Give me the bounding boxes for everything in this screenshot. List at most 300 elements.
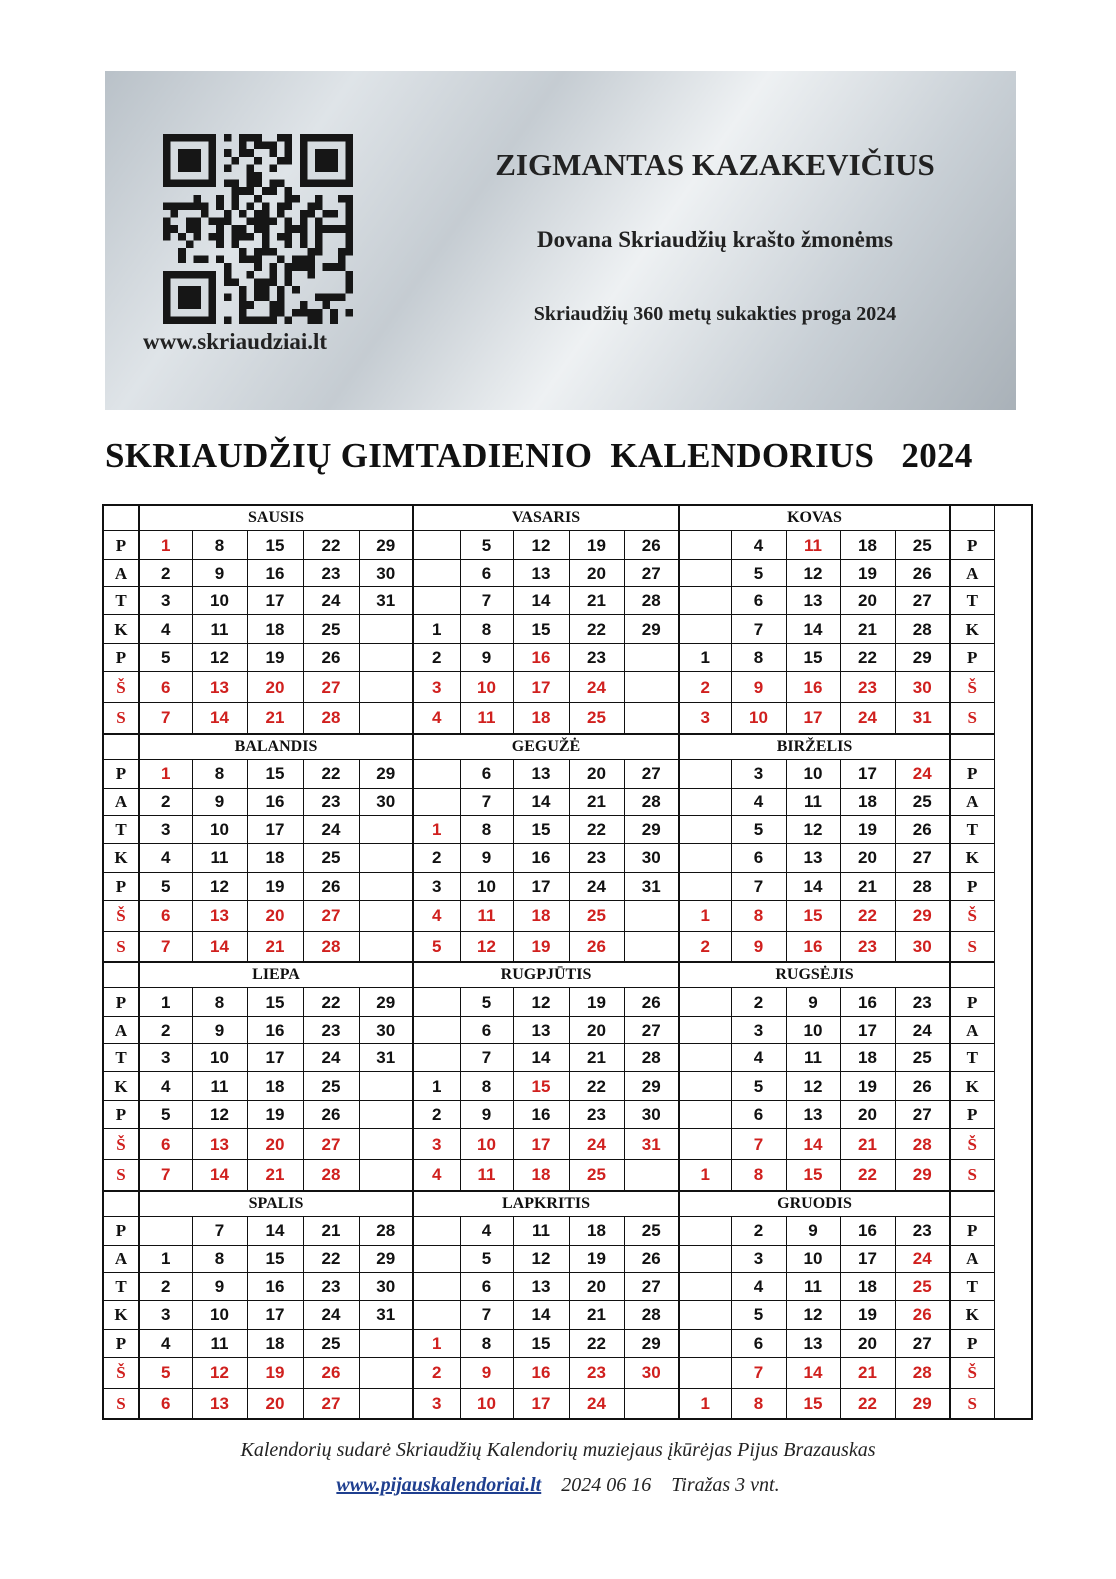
day-cell: 5 [731,1300,786,1329]
day-cell: 25 [303,843,359,872]
day-cell: 5 [460,531,513,560]
day-cell: 30 [624,843,679,872]
day-cell: 15 [247,1245,303,1272]
weekday-row [103,872,1032,900]
day-cell: 2 [679,931,731,962]
day-cell: 28 [303,931,359,962]
weekday-row [103,788,1032,815]
day-cell: 29 [895,644,950,672]
day-cell: 23 [840,672,895,703]
weekday-row [103,1044,1032,1072]
day-cell: 1 [679,644,731,672]
gift-dedication: Dovana Skriaudžių krašto žmonėms [537,227,893,252]
weekday-label: Š [103,1357,139,1388]
day-cell: 9 [192,1017,247,1044]
weekday-label-right: A [950,1017,994,1044]
day-cell: 6 [731,1101,786,1129]
day-cell [679,560,731,587]
day-cell: 23 [895,988,950,1017]
day-cell: 28 [895,1129,950,1160]
weekday-label-right: P [950,872,994,900]
weekday-row [103,644,1032,672]
day-cell [679,1245,731,1272]
weekday-label: T [103,1044,139,1072]
day-cell [359,644,413,672]
day-cell: 6 [460,759,513,788]
day-cell: 17 [786,703,840,734]
month-name: RUGSĖJIS [679,962,950,988]
day-cell: 15 [513,1072,569,1101]
weekday-label-right: P [950,1329,994,1357]
day-cell: 3 [413,1388,460,1419]
month-name: LAPKRITIS [413,1191,679,1217]
day-cell [624,672,679,703]
day-cell [359,872,413,900]
weekday-row [103,672,1032,703]
day-cell: 12 [513,531,569,560]
day-cell: 5 [460,988,513,1017]
day-cell: 1 [679,1388,731,1419]
day-cell: 8 [460,815,513,843]
day-cell: 25 [303,1329,359,1357]
day-cell [413,587,460,615]
day-cell: 23 [840,931,895,962]
day-cell: 11 [786,531,840,560]
day-cell: 8 [192,759,247,788]
weekday-label: T [103,587,139,615]
day-cell: 24 [303,815,359,843]
weekday-row [103,1272,1032,1300]
day-cell [679,587,731,615]
day-cell: 16 [247,560,303,587]
day-cell: 19 [840,1072,895,1101]
day-cell: 12 [786,1072,840,1101]
day-cell [679,815,731,843]
day-cell: 16 [247,788,303,815]
day-cell: 24 [303,1044,359,1072]
day-cell: 11 [460,703,513,734]
day-cell: 15 [247,759,303,788]
day-cell: 22 [840,644,895,672]
day-cell: 20 [569,759,624,788]
day-cell [359,1160,413,1191]
day-cell: 5 [139,1357,192,1388]
calendar-grid [102,504,1033,1420]
day-cell: 17 [840,759,895,788]
weekday-label: T [103,815,139,843]
day-cell: 15 [786,900,840,931]
day-cell: 25 [569,703,624,734]
day-cell: 6 [139,900,192,931]
day-cell: 20 [247,1388,303,1419]
day-cell: 3 [413,672,460,703]
day-cell: 29 [895,900,950,931]
weekday-row [103,759,1032,788]
day-cell: 13 [786,843,840,872]
weekday-label-right: P [950,988,994,1017]
day-cell: 31 [624,872,679,900]
weekday-row [103,815,1032,843]
day-cell [359,1357,413,1388]
weekday-row [103,1160,1032,1191]
weekday-label-right: S [950,1160,994,1191]
day-cell: 11 [513,1216,569,1245]
weekday-row [103,1245,1032,1272]
day-cell: 1 [139,759,192,788]
day-cell: 22 [569,1072,624,1101]
day-cell: 29 [359,1245,413,1272]
day-cell: 9 [192,1272,247,1300]
day-cell: 15 [513,1329,569,1357]
weekday-label: S [103,1160,139,1191]
footer-website-link[interactable]: www.pijauskalendoriai.lt [336,1474,542,1496]
weekday-label: P [103,759,139,788]
day-cell: 27 [303,672,359,703]
day-cell: 11 [192,1072,247,1101]
day-cell: 25 [569,1160,624,1191]
day-cell: 4 [139,1329,192,1357]
day-cell: 30 [895,672,950,703]
day-cell: 29 [624,1329,679,1357]
day-cell: 14 [247,1216,303,1245]
month-name: VASARIS [413,505,679,531]
day-cell: 21 [840,1357,895,1388]
day-cell: 25 [895,788,950,815]
day-cell: 4 [731,1272,786,1300]
day-cell: 26 [624,1245,679,1272]
weekday-row [103,1216,1032,1245]
day-cell: 24 [303,1300,359,1329]
weekday-label-right: S [950,1388,994,1419]
day-cell: 21 [569,1044,624,1072]
day-cell: 16 [247,1272,303,1300]
day-cell: 10 [786,1017,840,1044]
header-plate [105,71,1016,410]
day-cell: 18 [840,1044,895,1072]
weekday-row [103,900,1032,931]
day-cell [679,1357,731,1388]
weekday-label: Š [103,1129,139,1160]
day-cell: 19 [840,560,895,587]
day-cell [359,703,413,734]
day-cell: 11 [786,1044,840,1072]
day-cell: 24 [303,587,359,615]
weekday-label: K [103,1300,139,1329]
day-cell: 19 [247,1101,303,1129]
day-cell: 17 [513,672,569,703]
day-cell: 17 [247,1300,303,1329]
day-cell: 9 [460,644,513,672]
day-cell: 18 [513,1160,569,1191]
day-cell: 15 [513,815,569,843]
day-cell: 19 [569,531,624,560]
day-cell: 1 [679,1160,731,1191]
weekday-row [103,1017,1032,1044]
day-cell: 17 [247,815,303,843]
day-cell: 6 [731,587,786,615]
day-cell: 8 [192,1245,247,1272]
weekday-label-right: K [950,615,994,644]
day-cell: 12 [192,1357,247,1388]
day-cell: 27 [303,1129,359,1160]
day-cell: 5 [139,1101,192,1129]
weekday-label-right: K [950,843,994,872]
day-cell: 26 [303,872,359,900]
day-cell [413,1216,460,1245]
day-cell: 4 [139,1072,192,1101]
day-cell: 21 [840,1129,895,1160]
day-cell: 16 [840,988,895,1017]
day-cell: 14 [786,615,840,644]
day-cell: 27 [624,759,679,788]
day-cell: 12 [192,872,247,900]
day-cell: 20 [569,1272,624,1300]
day-cell [679,1072,731,1101]
weekday-row [103,1357,1032,1388]
day-cell: 8 [460,615,513,644]
day-cell: 22 [569,815,624,843]
day-cell: 5 [460,1245,513,1272]
day-cell: 10 [192,815,247,843]
day-cell: 5 [731,815,786,843]
day-cell: 5 [139,872,192,900]
day-cell: 29 [624,815,679,843]
month-name: SAUSIS [139,505,413,531]
day-cell: 13 [513,1017,569,1044]
day-cell: 28 [624,788,679,815]
weekday-row [103,1101,1032,1129]
day-cell: 24 [895,759,950,788]
day-cell: 8 [192,531,247,560]
day-cell: 7 [731,1129,786,1160]
day-cell: 3 [731,759,786,788]
day-cell: 20 [247,900,303,931]
day-cell: 17 [840,1017,895,1044]
day-cell: 31 [359,587,413,615]
day-cell: 5 [731,560,786,587]
day-cell [679,1017,731,1044]
day-cell: 18 [840,1272,895,1300]
day-cell: 23 [303,788,359,815]
footer-date: 2024 06 16 [561,1474,652,1496]
footer-info [0,1474,1116,1497]
day-cell: 21 [569,587,624,615]
day-cell: 8 [731,900,786,931]
weekday-label-right: K [950,1300,994,1329]
day-cell: 15 [786,644,840,672]
day-cell: 21 [247,703,303,734]
day-cell: 29 [359,759,413,788]
day-cell: 1 [139,531,192,560]
day-cell: 7 [460,1044,513,1072]
day-cell: 4 [413,900,460,931]
day-cell: 23 [569,1101,624,1129]
day-cell: 24 [569,1129,624,1160]
month-name: GEGUŽĖ [413,734,679,760]
day-cell: 24 [895,1017,950,1044]
day-cell: 26 [303,1101,359,1129]
weekday-row [103,531,1032,560]
day-cell: 14 [513,788,569,815]
day-cell: 17 [840,1245,895,1272]
day-cell: 25 [895,531,950,560]
day-cell: 23 [303,560,359,587]
day-cell: 15 [247,531,303,560]
day-cell: 10 [460,872,513,900]
author-name: ZIGMANTAS KAZAKEVIČIUS [495,147,935,182]
day-cell: 10 [192,587,247,615]
weekday-label-right: P [950,1216,994,1245]
day-cell: 3 [139,815,192,843]
day-cell [359,900,413,931]
day-cell: 1 [413,1329,460,1357]
weekday-row [103,703,1032,734]
day-cell: 16 [247,1017,303,1044]
site-url: www.skriaudziai.lt [143,329,328,354]
weekday-row [103,1329,1032,1357]
day-cell: 11 [192,843,247,872]
day-cell [413,531,460,560]
day-cell: 3 [731,1245,786,1272]
day-cell: 3 [413,872,460,900]
day-cell: 7 [139,931,192,962]
day-cell: 9 [731,672,786,703]
weekday-row [103,615,1032,644]
day-cell: 9 [192,560,247,587]
day-cell: 2 [413,1101,460,1129]
day-cell: 13 [513,1272,569,1300]
day-cell: 29 [624,1072,679,1101]
day-cell: 5 [731,1072,786,1101]
month-name: RUGPJŪTIS [413,962,679,988]
day-cell: 17 [513,872,569,900]
day-cell: 18 [513,900,569,931]
day-cell: 31 [624,1129,679,1160]
day-cell: 2 [139,1017,192,1044]
day-cell [413,1017,460,1044]
day-cell: 9 [786,988,840,1017]
day-cell [624,1388,679,1419]
day-cell: 7 [731,872,786,900]
day-cell: 14 [192,931,247,962]
day-cell: 31 [359,1300,413,1329]
weekday-label: P [103,644,139,672]
day-cell [679,1272,731,1300]
weekday-row [103,843,1032,872]
day-cell [139,1216,192,1245]
weekday-label: T [103,1272,139,1300]
weekday-label: A [103,1017,139,1044]
weekday-row [103,931,1032,962]
day-cell: 30 [359,788,413,815]
day-cell: 12 [513,988,569,1017]
day-cell: 13 [192,1388,247,1419]
month-header-row [103,734,1032,760]
day-cell: 19 [247,644,303,672]
day-cell: 28 [895,615,950,644]
day-cell: 20 [247,672,303,703]
weekday-label-right: T [950,815,994,843]
day-cell: 2 [413,1357,460,1388]
day-cell: 2 [731,988,786,1017]
day-cell: 14 [513,1044,569,1072]
day-cell: 16 [786,931,840,962]
day-cell: 1 [679,900,731,931]
weekday-label-right: S [950,703,994,734]
day-cell: 30 [624,1357,679,1388]
day-cell: 26 [895,1300,950,1329]
weekday-label-right: S [950,931,994,962]
day-cell: 10 [786,1245,840,1272]
day-cell: 10 [460,672,513,703]
weekday-label-right: P [950,1101,994,1129]
day-cell: 27 [895,587,950,615]
weekday-row [103,988,1032,1017]
day-cell: 11 [460,1160,513,1191]
day-cell: 16 [513,1101,569,1129]
weekday-label-right: P [950,759,994,788]
day-cell [624,703,679,734]
footer-print-run: Tiražas 3 vnt. [671,1474,780,1496]
day-cell: 9 [460,1101,513,1129]
day-cell [624,931,679,962]
day-cell: 18 [840,531,895,560]
day-cell: 19 [840,1300,895,1329]
day-cell: 6 [139,1388,192,1419]
month-header-row [103,505,1032,531]
day-cell: 6 [139,672,192,703]
day-cell: 27 [624,560,679,587]
day-cell: 31 [895,703,950,734]
day-cell [413,1300,460,1329]
weekday-label-right: P [950,644,994,672]
day-cell: 19 [247,872,303,900]
day-cell: 1 [413,1072,460,1101]
day-cell: 1 [139,1245,192,1272]
day-cell: 11 [192,1329,247,1357]
day-cell: 6 [731,1329,786,1357]
day-cell: 12 [786,815,840,843]
day-cell [413,1044,460,1072]
weekday-label-right: Š [950,900,994,931]
day-cell: 21 [569,1300,624,1329]
day-cell [624,900,679,931]
day-cell: 24 [840,703,895,734]
day-cell [413,1245,460,1272]
day-cell [413,1272,460,1300]
day-cell [679,531,731,560]
day-cell: 23 [569,644,624,672]
day-cell: 27 [624,1017,679,1044]
day-cell: 30 [624,1101,679,1129]
day-cell: 28 [303,703,359,734]
day-cell [679,872,731,900]
day-cell: 4 [731,1044,786,1072]
day-cell: 26 [303,644,359,672]
weekday-label: Š [103,900,139,931]
day-cell [679,1216,731,1245]
day-cell: 10 [192,1044,247,1072]
day-cell: 4 [731,788,786,815]
day-cell: 15 [513,615,569,644]
day-cell: 14 [786,1357,840,1388]
weekday-label: P [103,1101,139,1129]
day-cell: 2 [139,560,192,587]
day-cell: 15 [786,1160,840,1191]
page-title: SKRIAUDŽIŲ GIMTADIENIO KALENDORIUS 2024 [105,436,973,475]
weekday-label-right: T [950,1044,994,1072]
day-cell: 6 [139,1129,192,1160]
